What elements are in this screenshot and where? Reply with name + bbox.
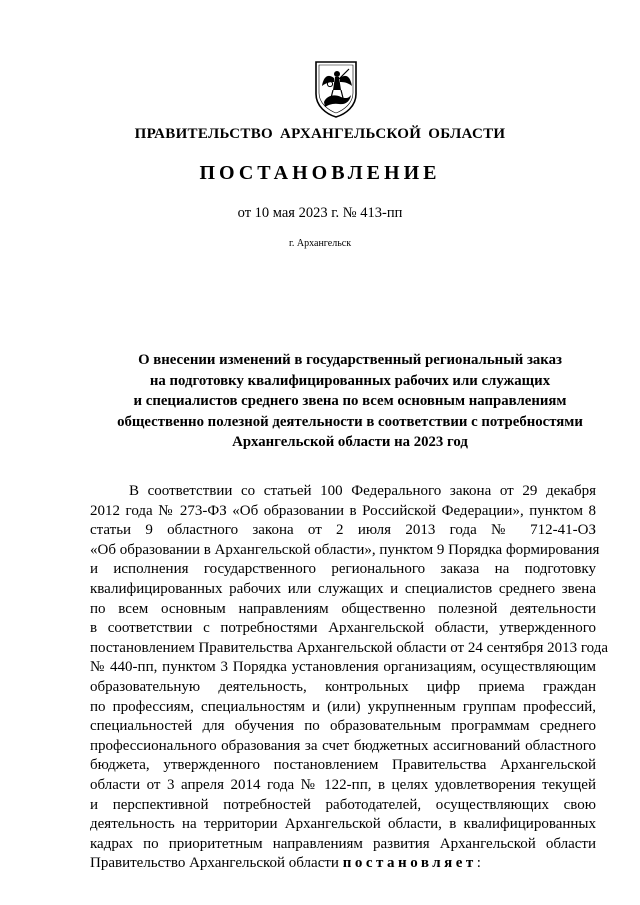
- body-line: в соответствии с потребностями Архангельской области, утвержденного: [90, 620, 596, 637]
- document-title: [60, 350, 640, 453]
- body-final-prefix: Правительство Архангельской области: [90, 855, 343, 872]
- body-line: В соответствии со статьей 100 Федерального закона от 29 декабря: [129, 483, 596, 499]
- body-line: квалифицированных рабочих или служащих и специалистов среднего звена: [90, 580, 596, 597]
- body-line: 2012 года № 273-ФЗ «Об образовании в Российской Федерации», пунктом 8: [90, 502, 596, 519]
- title-line: Архангельской области на 2023 год: [232, 434, 468, 450]
- title-line: О внесении изменений в государственный региональный заказ: [138, 352, 562, 368]
- body-final-line: [90, 854, 596, 874]
- body-line: деятельность на территории Архангельской области, в квалифицированных: [90, 816, 596, 833]
- body-line: № 440-пп, пунктом 3 Порядка установления организациям, осуществляющим: [90, 659, 596, 676]
- body-line: бюджета, утвержденного постановлением Правительства Архангельской: [90, 757, 596, 774]
- body-line: образовательную деятельность, контрольных цифр приема граждан: [90, 678, 596, 695]
- resolution-word: постановляет: [342, 855, 477, 872]
- document-type: ПОСТАНОВЛЕНИЕ: [199, 162, 441, 184]
- organization-name: ПРАВИТЕЛЬСТВО АРХАНГЕЛЬСКОЙ ОБЛАСТИ: [134, 126, 506, 142]
- body-line: и перспективной потребностей работодателей, осуществляющих свою: [90, 796, 596, 813]
- title-line: и специалистов среднего звена по всем основным направлениям: [133, 393, 567, 409]
- body-line: по всем основным направлениям общественно полезной деятельности: [90, 600, 596, 617]
- body-line: по профессиям, специальностям и (или) укрупненным группам профессий,: [90, 698, 596, 715]
- body-line: и исполнения государственного регионального заказа на подготовку: [90, 561, 596, 578]
- body-line: специальностей для обучения по образовательным программам среднего: [90, 718, 596, 735]
- body-line: статьи 9 областного закона от 2 июля 2013 года № 712-41-ОЗ: [90, 522, 596, 539]
- document-body: [90, 482, 609, 874]
- body-line: кадрах по приоритетным направлениям развития Архангельской области: [90, 835, 596, 852]
- body-line: «Об образовании в Архангельской области», пунктом 9 Порядка формирования: [90, 541, 600, 558]
- title-line: на подготовку квалифицированных рабочих или служащих: [149, 372, 551, 389]
- body-line: постановлением Правительства Архангельской области от 24 сентября 2013 года: [90, 639, 609, 656]
- title-line: общественно полезной деятельности в соответствии с потребностями: [117, 413, 583, 430]
- body-line: области от 3 апреля 2014 года № 122-пп, в целях удовлетворения текущей: [90, 776, 596, 793]
- document-date-number: от 10 мая 2023 г. № 413-пп: [237, 205, 403, 221]
- coat-of-arms-icon: [313, 60, 359, 118]
- body-line: профессионального образования за счет бюджетных ассигнований областного: [90, 737, 596, 754]
- body-final-suffix: :: [476, 855, 481, 872]
- document-city: г. Архангельск: [288, 238, 352, 249]
